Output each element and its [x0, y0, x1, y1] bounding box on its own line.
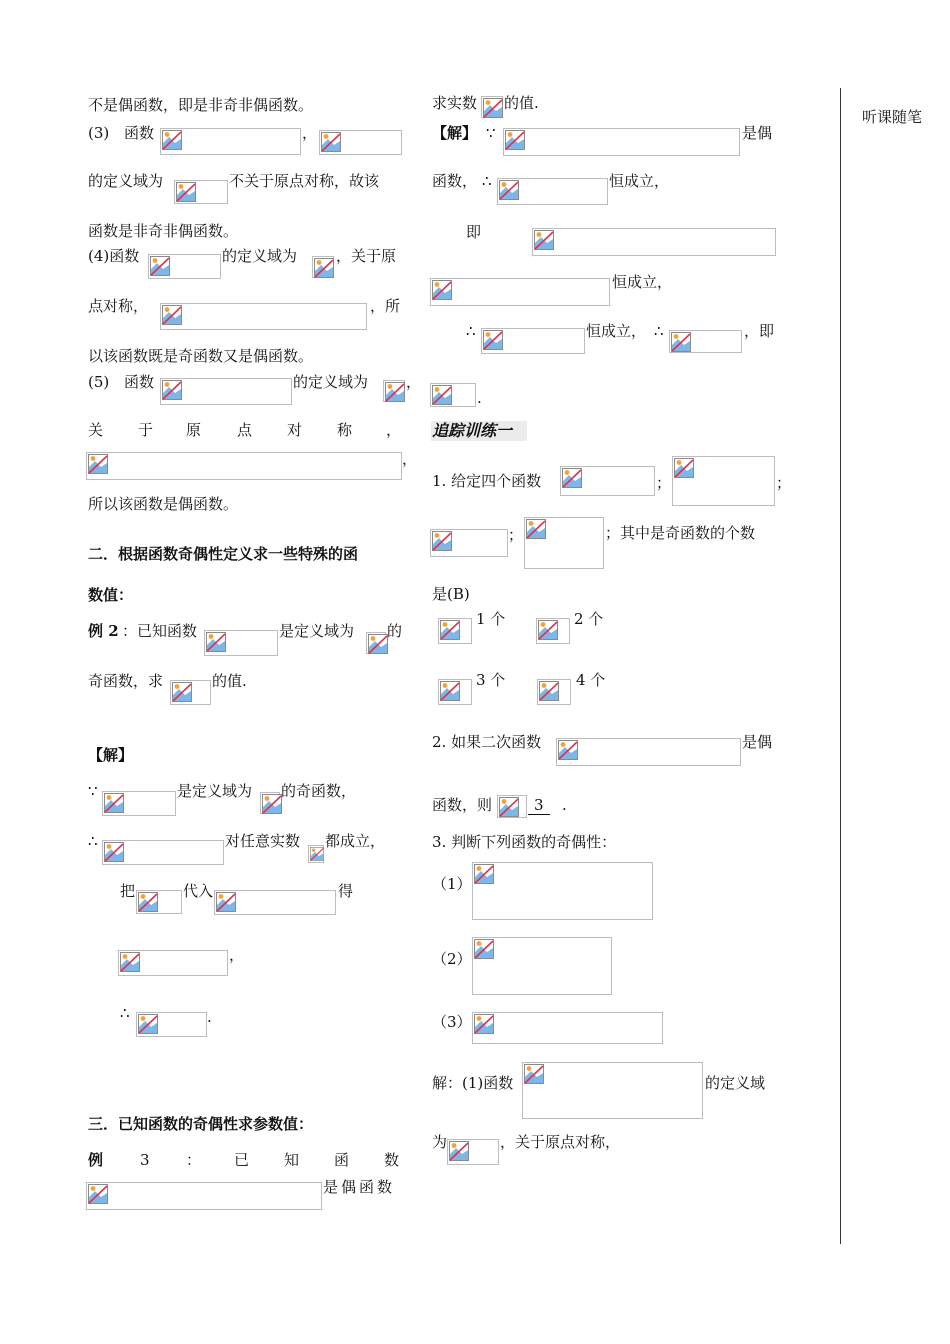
text: 的定义域为 — [88, 172, 164, 190]
formula-image — [522, 1062, 703, 1119]
broken-image-icon — [483, 98, 503, 118]
side-note: 听课随笔 — [862, 108, 923, 126]
text: ， — [402, 450, 418, 468]
broken-image-icon — [104, 793, 124, 813]
broken-image-icon — [216, 892, 236, 912]
broken-image-icon — [558, 740, 578, 760]
formula-image — [503, 128, 740, 156]
text: . — [562, 796, 567, 814]
text: 已 — [234, 1151, 250, 1169]
text: 函 — [334, 1151, 350, 1169]
broken-image-icon — [172, 682, 192, 702]
formula-image — [102, 840, 224, 865]
text: 恒成立， — [586, 322, 647, 340]
formula-image — [472, 1012, 663, 1044]
formula-image — [383, 380, 405, 402]
text: 对 — [287, 421, 303, 439]
text: 的值. — [212, 672, 247, 690]
text: 的定义域为 — [293, 373, 369, 391]
item-number: （2） — [432, 950, 472, 968]
text: 求实数 — [432, 94, 478, 112]
text-line: 以该函数既是奇函数又是偶函数。 — [88, 347, 314, 365]
broken-image-icon — [88, 454, 108, 474]
text: 原 — [186, 421, 202, 439]
formula-image — [214, 890, 336, 915]
formula-image — [118, 950, 228, 976]
broken-image-icon — [104, 842, 124, 862]
text: 1. 给定四个函数 — [432, 472, 542, 490]
broken-image-icon — [474, 864, 494, 884]
broken-image-icon — [524, 1064, 544, 1084]
formula-image — [497, 178, 608, 205]
text: 于 — [138, 421, 154, 439]
option-d-image — [537, 679, 571, 705]
text: 点 — [237, 421, 253, 439]
broken-image-icon — [138, 892, 158, 912]
text: ，即 — [744, 322, 775, 340]
text: ， — [302, 124, 318, 142]
text: ： — [186, 1151, 202, 1169]
text-line: 3. 判断下列函数的奇偶性： — [432, 833, 617, 851]
formula-image — [160, 303, 367, 330]
option-text: 1 个 — [476, 610, 506, 628]
formula-image — [174, 180, 228, 204]
formula-image — [160, 378, 292, 405]
broken-image-icon — [534, 230, 554, 250]
therefore-symbol: ∴ — [654, 322, 664, 340]
text: 是偶 — [742, 124, 773, 142]
text: ，所 — [370, 297, 401, 315]
text: ； — [508, 526, 524, 544]
text: 为 — [432, 1133, 448, 1151]
formula-image — [430, 383, 476, 407]
broken-image-icon — [368, 634, 388, 654]
broken-image-icon — [483, 330, 503, 350]
formula-image — [136, 890, 182, 914]
text: 是(B) — [432, 585, 470, 603]
text: (4)函数 — [88, 247, 140, 265]
item-number: （1） — [432, 875, 472, 893]
text: 关 — [88, 421, 104, 439]
text: 把 — [120, 882, 136, 900]
broken-image-icon — [674, 458, 694, 478]
text: 函数，则 — [432, 796, 493, 814]
option-text: 4 个 — [576, 671, 606, 689]
broken-image-icon — [505, 130, 525, 150]
text: ； — [656, 474, 672, 492]
formula-image — [308, 845, 324, 863]
option-text: 2 个 — [574, 610, 604, 628]
text-line: 函数是非奇非偶函数。 — [88, 222, 239, 240]
answer-blank — [528, 796, 550, 814]
text: 都成立， — [325, 832, 386, 850]
text: 代入 — [183, 882, 214, 900]
example-label: 例 2 — [88, 622, 119, 640]
text: 的定义域为 — [222, 247, 298, 265]
formula-image — [86, 1182, 322, 1210]
broken-image-icon — [539, 681, 559, 701]
therefore-symbol: ∴ — [466, 322, 476, 340]
formula-image — [160, 128, 301, 155]
text: ， — [386, 421, 402, 439]
option-a-image — [438, 618, 472, 644]
text: ：已知函数 — [122, 622, 198, 640]
text: 2. 如果二次函数 — [432, 733, 542, 751]
broken-image-icon — [474, 939, 494, 959]
broken-image-icon — [449, 1141, 469, 1161]
text: ，关于原点对称， — [500, 1133, 621, 1151]
solution-label: 【解】 — [432, 124, 478, 142]
broken-image-icon — [88, 1184, 108, 1204]
margin-divider — [840, 88, 841, 1244]
text: 数 — [384, 1151, 400, 1169]
broken-image-icon — [432, 531, 452, 551]
formula-image — [260, 792, 280, 814]
formula-image — [136, 1012, 207, 1037]
formula-image — [148, 254, 221, 279]
text: 是定义域为 — [177, 782, 253, 800]
text: ，关于原 — [336, 247, 397, 265]
formula-image — [532, 228, 776, 256]
formula-image — [556, 738, 741, 766]
broken-image-icon — [432, 385, 452, 405]
text: 解：(1)函数 — [432, 1074, 514, 1092]
solution-label: 【解】 — [88, 746, 134, 764]
broken-image-icon — [440, 681, 460, 701]
because-symbol: ∵ — [486, 124, 496, 142]
broken-image-icon — [314, 258, 334, 278]
text: 的定义域 — [705, 1074, 766, 1092]
because-symbol: ∵ — [88, 782, 98, 800]
formula-image — [170, 680, 211, 705]
section-heading: 二．根据函数奇偶性定义求一些特殊的函 — [88, 545, 359, 563]
broken-image-icon — [671, 332, 691, 352]
text: 函数 — [124, 124, 155, 142]
broken-image-icon — [206, 632, 226, 652]
section-heading: 三．已知函数的奇偶性求参数值： — [88, 1115, 314, 1133]
formula-image — [430, 278, 610, 306]
broken-image-icon — [526, 519, 546, 539]
formula-image — [481, 96, 503, 118]
broken-image-icon — [432, 280, 452, 300]
formula-image — [481, 328, 585, 354]
text: ； — [776, 474, 792, 492]
text: . — [477, 389, 482, 407]
text: 不关于原点对称，故该 — [229, 172, 380, 190]
formula-image — [560, 466, 655, 496]
text: 恒成立， — [609, 172, 670, 190]
text: 知 — [284, 1151, 300, 1169]
broken-image-icon — [120, 952, 140, 972]
formula-image — [472, 937, 612, 995]
text: 点对称， — [88, 297, 149, 315]
broken-image-icon — [499, 797, 519, 817]
example-label: 例 — [88, 1151, 104, 1169]
broken-image-icon — [385, 382, 405, 402]
text-line: 不是偶函数，即是非奇非偶函数。 — [88, 96, 314, 114]
formula-image — [366, 632, 386, 654]
answer-value: 3 — [528, 796, 550, 815]
text-line: 所以该函数是偶函数。 — [88, 495, 239, 513]
text: 的奇函数， — [281, 782, 357, 800]
text: 3 — [140, 1151, 150, 1169]
formula-image — [204, 630, 278, 656]
item-number: （3） — [432, 1013, 472, 1031]
formula-image — [472, 862, 653, 920]
text: 函数， — [432, 172, 478, 190]
text: ， — [229, 946, 245, 964]
broken-image-icon — [162, 130, 182, 150]
section-heading-cont: 数值： — [88, 586, 134, 604]
text: 是偶 — [742, 733, 773, 751]
text: 是偶函数 — [323, 1178, 396, 1196]
item-number: (3) — [88, 124, 110, 142]
text: 的值. — [504, 94, 539, 112]
formula-image — [669, 330, 742, 353]
option-text: 3 个 — [476, 671, 506, 689]
broken-image-icon — [499, 180, 519, 200]
broken-image-icon — [562, 468, 582, 488]
text: ， — [406, 373, 422, 391]
broken-image-icon — [262, 794, 282, 814]
text: 称 — [337, 421, 353, 439]
text: 对任意实数 — [225, 832, 301, 850]
formula-image — [430, 529, 508, 557]
formula-image — [524, 517, 604, 569]
broken-image-icon — [162, 380, 182, 400]
broken-image-icon — [150, 256, 170, 276]
broken-image-icon — [321, 132, 341, 152]
text: 恒成立， — [612, 273, 673, 291]
formula-image — [102, 791, 176, 816]
formula-image — [672, 456, 775, 506]
text: 得 — [338, 882, 354, 900]
formula-image — [447, 1139, 499, 1165]
broken-image-icon — [138, 1014, 158, 1034]
broken-image-icon — [162, 305, 182, 325]
option-b-image — [536, 618, 570, 644]
therefore-symbol: ∴ — [482, 172, 492, 190]
therefore-symbol: ∴ — [88, 832, 98, 850]
broken-image-icon — [310, 847, 324, 861]
text: . — [207, 1008, 212, 1026]
text: 即 — [466, 223, 482, 241]
broken-image-icon — [538, 620, 558, 640]
text: 的 — [387, 622, 403, 640]
text: 函数 — [124, 373, 155, 391]
text: ；其中是奇函数的个数 — [605, 524, 756, 542]
broken-image-icon — [176, 182, 196, 202]
formula-image — [497, 795, 527, 818]
formula-image — [86, 452, 402, 480]
text: 是定义域为 — [279, 622, 355, 640]
option-c-image — [438, 679, 472, 705]
formula-image — [312, 256, 334, 278]
text: 奇函数，求 — [88, 672, 164, 690]
therefore-symbol: ∴ — [120, 1004, 130, 1022]
formula-image — [319, 130, 402, 155]
section-heading: 追踪训练一 — [432, 421, 513, 440]
broken-image-icon — [440, 620, 460, 640]
item-number: (5) — [88, 373, 110, 391]
broken-image-icon — [474, 1014, 494, 1034]
